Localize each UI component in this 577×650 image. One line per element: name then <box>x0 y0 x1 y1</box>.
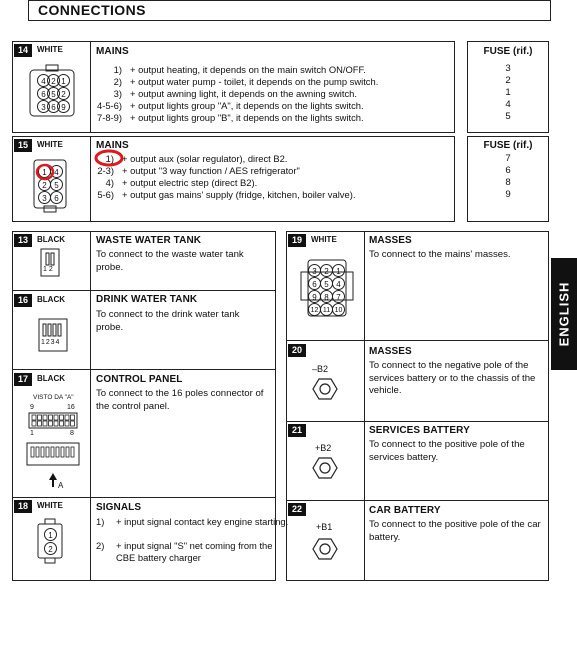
pin: 8 <box>320 290 333 303</box>
block-number: 19 <box>288 234 306 247</box>
pin: 3 <box>37 100 50 113</box>
pin: 10 <box>332 303 345 316</box>
list-item: 2-3) + output "3 way function / AES refrigerator" <box>97 165 300 176</box>
block-text: To connect to the waste water tank probe. <box>96 249 244 273</box>
block-heading: DRINK WATER TANK <box>96 294 198 305</box>
terminal-label: +B2 <box>315 443 332 453</box>
pin: 1 <box>57 74 70 87</box>
block-text: To connect to the positive pole of the services battery. <box>369 439 525 463</box>
list-item: 1) + input signal contact key engine starting. <box>96 516 289 527</box>
fuse-value: 8 <box>505 177 511 188</box>
pin: 5 <box>50 178 63 191</box>
connector-color: WHITE <box>37 501 63 510</box>
block-number: 21 <box>288 424 306 437</box>
pin: 12 <box>308 303 321 316</box>
pin: 6 <box>308 277 321 290</box>
pin: 11 <box>320 303 333 316</box>
list-item: 4) + output electric step (direct B2). <box>105 177 258 188</box>
block-text: To connect to the mains' masses. <box>369 249 511 260</box>
hex-nut-icon <box>312 537 338 561</box>
list-item: 2) + input signal "S" net coming from the CBE battery charger <box>96 540 273 563</box>
pin: 3 <box>308 264 321 277</box>
fuse-header: FUSE (rif.) <box>483 140 533 151</box>
connector-icon <box>28 64 76 120</box>
title-box <box>28 0 551 21</box>
highlight-circle-icon <box>35 162 55 182</box>
connector-icon: 1 2 3 4 <box>38 318 68 352</box>
language-tab <box>551 258 577 370</box>
pin: 6 <box>47 100 60 113</box>
connector-icon <box>32 158 68 214</box>
list-item: 4-5-6) + output lights group "A", it depends on the lights switch. <box>96 100 364 111</box>
fuse-value: 9 <box>505 189 511 200</box>
pin: 3 <box>38 191 51 204</box>
pin: 4 <box>37 74 50 87</box>
list-item: 5-6) + output gas mains' supply (fridge, kitchen, boiler valve). <box>97 189 356 200</box>
pin: 2 <box>44 542 57 555</box>
block-heading: MAINS <box>96 140 129 151</box>
block-text: To connect to the drink water tank probe. <box>96 309 240 333</box>
pin: 2 <box>57 87 70 100</box>
connector-icon <box>28 412 78 430</box>
block-number: 16 <box>14 294 32 307</box>
block-number: 15 <box>14 139 32 152</box>
list-item: 1) + output heating, it depends on the main switch ON/OFF. <box>113 64 366 75</box>
fuse-value: 3 <box>505 63 511 74</box>
hex-nut-icon <box>312 377 338 401</box>
block-number: 18 <box>14 500 32 513</box>
hex-nut-icon <box>312 456 338 480</box>
block-number: 22 <box>288 503 306 516</box>
block-text: To connect to the positive pole of the car battery. <box>369 519 541 543</box>
pin: 1 <box>332 264 345 277</box>
block-number: 20 <box>288 344 306 357</box>
terminal-label: +B1 <box>316 522 333 532</box>
pin: 6 <box>37 87 50 100</box>
connector-color: WHITE <box>311 235 337 244</box>
block-number: 14 <box>14 44 32 57</box>
pin: 5 <box>47 87 60 100</box>
pin: 6 <box>50 191 63 204</box>
fuse-value: 2 <box>505 75 511 86</box>
block-heading: MASSES <box>369 346 412 357</box>
fuse-header: FUSE (rif.) <box>483 46 533 57</box>
pin: 2 <box>320 264 333 277</box>
block-text: To connect to the 16 poles connector of the control panel. <box>96 388 264 412</box>
fuse-value: 1 <box>505 87 511 98</box>
pin: 2 <box>38 178 51 191</box>
list-item: 2) + output water pump - toilet, it depends on the pump switch. <box>113 76 379 87</box>
list-item: 1) + output aux (solar regulator), direct B2. <box>105 153 288 164</box>
block-heading: MASSES <box>369 235 412 246</box>
connector-color: WHITE <box>37 140 63 149</box>
block-heading: SERVICES BATTERY <box>369 425 470 436</box>
connector-color: BLACK <box>37 295 65 304</box>
block-number: 17 <box>14 373 32 386</box>
block-heading: WASTE WATER TANK <box>96 235 202 246</box>
pin: 9 <box>308 290 321 303</box>
connector-icon <box>26 442 80 474</box>
pin: 4 <box>50 165 63 178</box>
block-number: 13 <box>14 234 32 247</box>
arrow-up-icon <box>48 472 58 488</box>
view-label: VISTO DA "A" <box>33 394 74 401</box>
pin: 2 <box>47 74 60 87</box>
connector-icon <box>36 518 64 564</box>
fuse-value: 7 <box>505 153 511 164</box>
page-title: CONNECTIONS <box>38 2 146 18</box>
block-heading: CAR BATTERY <box>369 505 441 516</box>
connector-color: BLACK <box>37 374 65 383</box>
pin: 5 <box>320 277 333 290</box>
pin: 1 <box>38 165 51 178</box>
connector-color: BLACK <box>37 235 65 244</box>
pin: 1 <box>44 528 57 541</box>
connector-icon <box>298 256 356 318</box>
block-heading: CONTROL PANEL <box>96 374 183 385</box>
connector-icon: 1 2 <box>40 248 60 278</box>
connector-color: WHITE <box>37 45 63 54</box>
fuse-value: 5 <box>505 111 511 122</box>
block-text: To connect to the negative pole of the services battery or to the chassis of the vehicle. <box>369 360 536 397</box>
block-heading: SIGNALS <box>96 502 142 513</box>
language-tab-label: ENGLISH <box>556 281 572 347</box>
pin: 4 <box>332 277 345 290</box>
fuse-value: 4 <box>505 99 511 110</box>
list-item: 7-8-9) + output lights group "B", it depends on the lights switch. <box>96 112 364 123</box>
terminal-label: –B2 <box>312 364 329 374</box>
pin: 9 <box>57 100 70 113</box>
list-item: 3) + output awning light, it depends on the awning switch. <box>113 88 357 99</box>
fuse-value: 6 <box>505 165 511 176</box>
pin: 7 <box>332 290 345 303</box>
block-heading: MAINS <box>96 46 129 57</box>
